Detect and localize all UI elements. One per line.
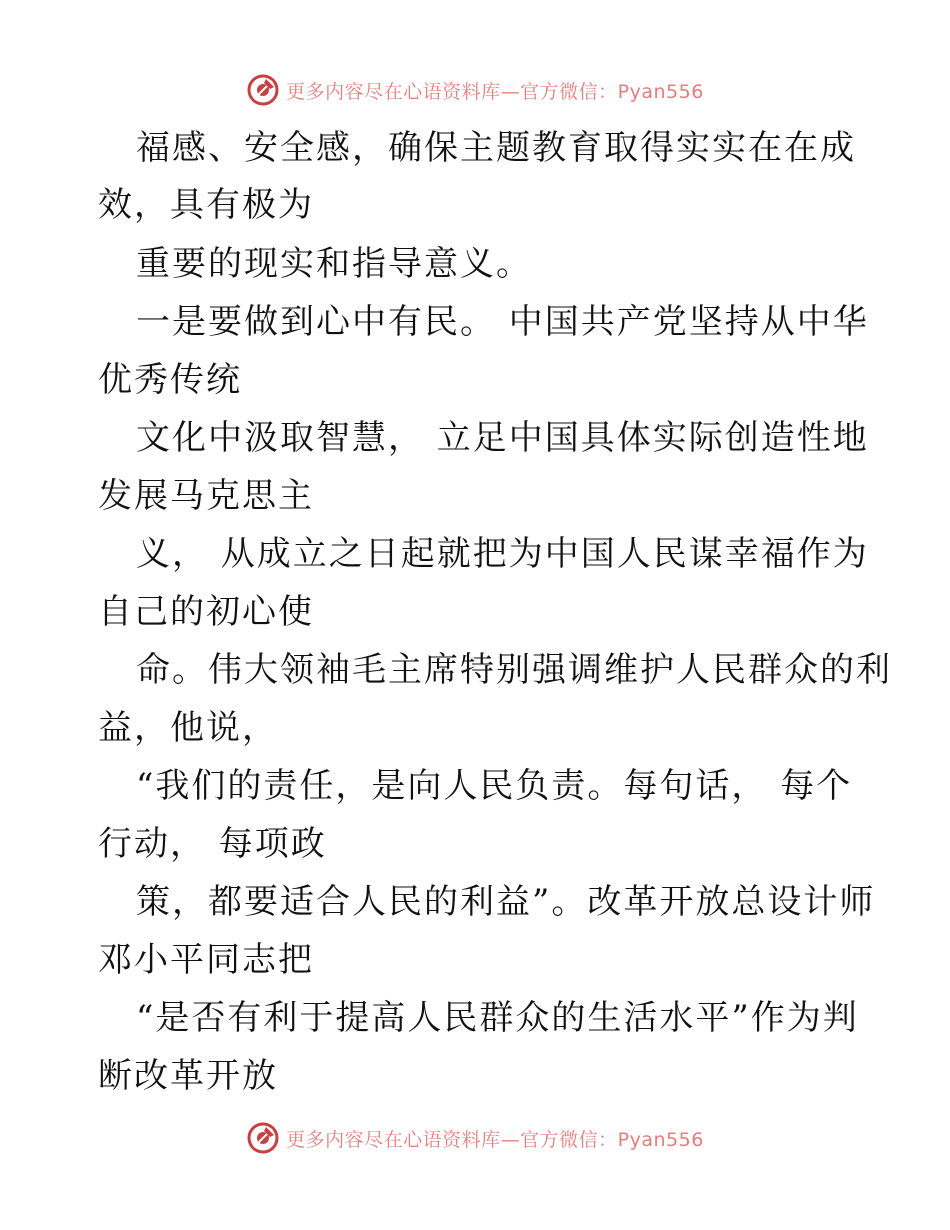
text-line: 文化中汲取智慧， 立足中国具体实际创造性地 bbox=[136, 418, 869, 458]
text-line: 优秀传统 bbox=[98, 360, 242, 400]
text-line: 发展马克思主 bbox=[98, 476, 314, 516]
text-line: 策，都要适合人民的利益”。改革开放总设计师 bbox=[136, 882, 876, 922]
text-line: 断改革开放 bbox=[98, 1056, 278, 1096]
logo-icon bbox=[246, 1121, 280, 1155]
text-line: 福感、安全感，确保主题教育取得实实在在成 bbox=[136, 128, 856, 168]
text-line: 义， 从成立之日起就把为中国人民谋幸福作为 bbox=[136, 534, 869, 574]
text-line: 重要的现实和指导意义。 bbox=[136, 244, 532, 284]
text-line: “是否有利于提高人民群众的生活水平”作为判 bbox=[136, 998, 859, 1038]
text-line: 邓小平同志把 bbox=[98, 940, 314, 980]
text-line: 行动， 每项政 bbox=[98, 824, 327, 864]
text-line: 一是要做到心中有民。 中国共产党坚持从中华 bbox=[136, 302, 869, 342]
text-line: “我们的责任，是向人民负责。每句话， 每个 bbox=[136, 766, 853, 806]
text-line: 自己的初心使 bbox=[98, 592, 314, 632]
footer-banner-text: 更多内容尽在心语资料库—官方微信：Pyan556 bbox=[286, 1128, 704, 1151]
footer-banner bbox=[0, 1118, 950, 1158]
header-banner-text: 更多内容尽在心语资料库—官方微信：Pyan556 bbox=[286, 80, 704, 103]
text-line: 益，他说， bbox=[98, 708, 278, 748]
text-line: 命。伟大领袖毛主席特别强调维护人民群众的利 bbox=[136, 650, 892, 690]
text-line: 效，具有极为 bbox=[98, 185, 314, 225]
